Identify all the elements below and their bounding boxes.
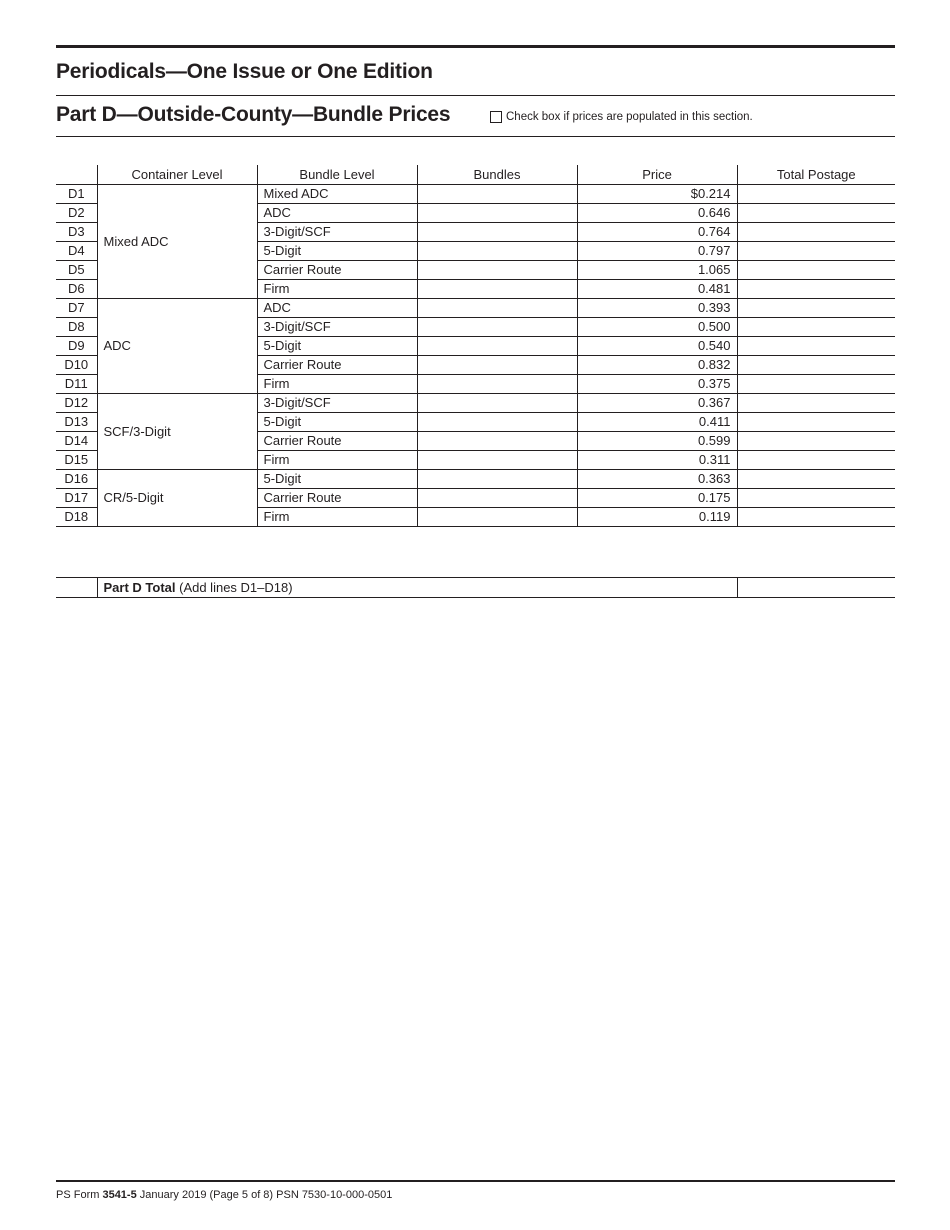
bundle-level-cell: Mixed ADC [257,184,417,203]
footer-suffix: January 2019 (Page 5 of 8) PSN 7530-10-000-0501 [136,1189,393,1201]
line-number: D11 [56,374,97,393]
bottom-rule [56,1180,895,1182]
part-d-total-row [56,578,895,598]
total-postage-input[interactable] [737,393,895,412]
total-line-number [56,578,97,598]
total-postage-input[interactable] [737,203,895,222]
container-level-cell: Mixed ADC [97,184,257,298]
bundles-input[interactable] [417,317,577,336]
bundles-input[interactable] [417,298,577,317]
bundle-level-cell: Firm [257,279,417,298]
table-row [56,469,895,488]
total-postage-input[interactable] [737,469,895,488]
price-cell: $0.214 [577,184,737,203]
total-postage-input[interactable] [737,298,895,317]
prices-populated-checkbox[interactable] [490,111,502,123]
footer-prefix: PS Form [56,1189,103,1201]
bundle-level-cell: Carrier Route [257,488,417,507]
total-postage-input[interactable] [737,279,895,298]
total-postage-input[interactable] [737,241,895,260]
total-postage-input[interactable] [737,355,895,374]
line-number: D8 [56,317,97,336]
top-rule [56,45,895,48]
bundle-level-cell: Firm [257,374,417,393]
total-postage-input[interactable] [737,488,895,507]
bundles-input[interactable] [417,507,577,526]
price-cell: 0.175 [577,488,737,507]
line-number: D17 [56,488,97,507]
line-number: D9 [56,336,97,355]
bundles-input[interactable] [417,336,577,355]
line-number: D15 [56,450,97,469]
container-level-header: Container Level [97,165,257,184]
total-postage-input[interactable] [737,374,895,393]
total-postage-input[interactable] [737,336,895,355]
total-label-bold: Part D Total [103,580,176,595]
table-row [56,184,895,203]
bundle-level-cell: 5-Digit [257,412,417,431]
container-level-cell: CR/5-Digit [97,469,257,526]
total-label [97,578,737,598]
price-cell: 0.367 [577,393,737,412]
total-postage-input[interactable] [737,184,895,203]
price-cell: 0.832 [577,355,737,374]
total-postage-input[interactable] [737,260,895,279]
container-level-cell: SCF/3-Digit [97,393,257,469]
line-number: D10 [56,355,97,374]
bundles-input[interactable] [417,279,577,298]
bundle-level-header: Bundle Level [257,165,417,184]
total-postage-header: Total Postage [737,165,895,184]
price-cell: 0.481 [577,279,737,298]
total-postage-input[interactable] [737,317,895,336]
bundles-input[interactable] [417,222,577,241]
line-number: D6 [56,279,97,298]
container-level-cell: ADC [97,298,257,393]
price-cell: 0.540 [577,336,737,355]
bundle-level-cell: Carrier Route [257,260,417,279]
line-number: D2 [56,203,97,222]
bundles-input[interactable] [417,412,577,431]
bundles-header: Bundles [417,165,577,184]
form-footer [56,1189,392,1201]
bundles-input[interactable] [417,393,577,412]
part-d-total-input[interactable] [737,578,895,598]
bundles-input[interactable] [417,260,577,279]
total-postage-input[interactable] [737,431,895,450]
part-divider [56,136,895,137]
price-cell: 0.764 [577,222,737,241]
bundle-level-cell: 5-Digit [257,241,417,260]
price-cell: 1.065 [577,260,737,279]
bundle-level-cell: Firm [257,450,417,469]
bundle-level-cell: Carrier Route [257,355,417,374]
price-cell: 0.393 [577,298,737,317]
total-postage-input[interactable] [737,412,895,431]
bundle-level-cell: Firm [257,507,417,526]
price-cell: 0.119 [577,507,737,526]
total-postage-input[interactable] [737,507,895,526]
bundle-level-cell: 3-Digit/SCF [257,393,417,412]
bundle-prices-table [56,165,895,527]
total-label-note: (Add lines D1–D18) [175,580,293,595]
line-number: D4 [56,241,97,260]
bundles-input[interactable] [417,431,577,450]
bundle-level-cell: Carrier Route [257,431,417,450]
price-cell: 0.797 [577,241,737,260]
price-cell: 0.646 [577,203,737,222]
line-number: D3 [56,222,97,241]
line-number: D5 [56,260,97,279]
line-number: D7 [56,298,97,317]
bundles-input[interactable] [417,469,577,488]
line-number: D16 [56,469,97,488]
bundles-input[interactable] [417,450,577,469]
bundle-level-cell: ADC [257,203,417,222]
title-divider [56,95,895,96]
bundles-input[interactable] [417,184,577,203]
price-header: Price [577,165,737,184]
bundle-level-cell: 5-Digit [257,336,417,355]
price-cell: 0.311 [577,450,737,469]
total-postage-input[interactable] [737,450,895,469]
line-number-header [56,165,97,184]
price-cell: 0.363 [577,469,737,488]
bundles-input[interactable] [417,374,577,393]
total-postage-input[interactable] [737,222,895,241]
price-cell: 0.500 [577,317,737,336]
bundle-level-cell: ADC [257,298,417,317]
part-d-total-table [56,577,895,598]
line-number: D1 [56,184,97,203]
bundles-input[interactable] [417,203,577,222]
bundles-input[interactable] [417,241,577,260]
bundle-level-cell: 3-Digit/SCF [257,222,417,241]
line-number: D14 [56,431,97,450]
prices-populated-checkbox-group [490,111,753,123]
bundle-level-cell: 3-Digit/SCF [257,317,417,336]
table-row [56,393,895,412]
table-row [56,298,895,317]
price-cell: 0.411 [577,412,737,431]
form-title: Periodicals—One Issue or One Edition [56,60,433,83]
bundle-level-cell: 5-Digit [257,469,417,488]
line-number: D12 [56,393,97,412]
line-number: D18 [56,507,97,526]
line-number: D13 [56,412,97,431]
price-cell: 0.375 [577,374,737,393]
prices-populated-checkbox-label: Check box if prices are populated in this section. [506,111,753,123]
bundles-input[interactable] [417,488,577,507]
price-cell: 0.599 [577,431,737,450]
footer-form-number: 3541-5 [102,1189,137,1201]
table-header-row [56,165,895,184]
bundles-input[interactable] [417,355,577,374]
part-title: Part D—Outside-County—Bundle Prices [56,103,451,126]
